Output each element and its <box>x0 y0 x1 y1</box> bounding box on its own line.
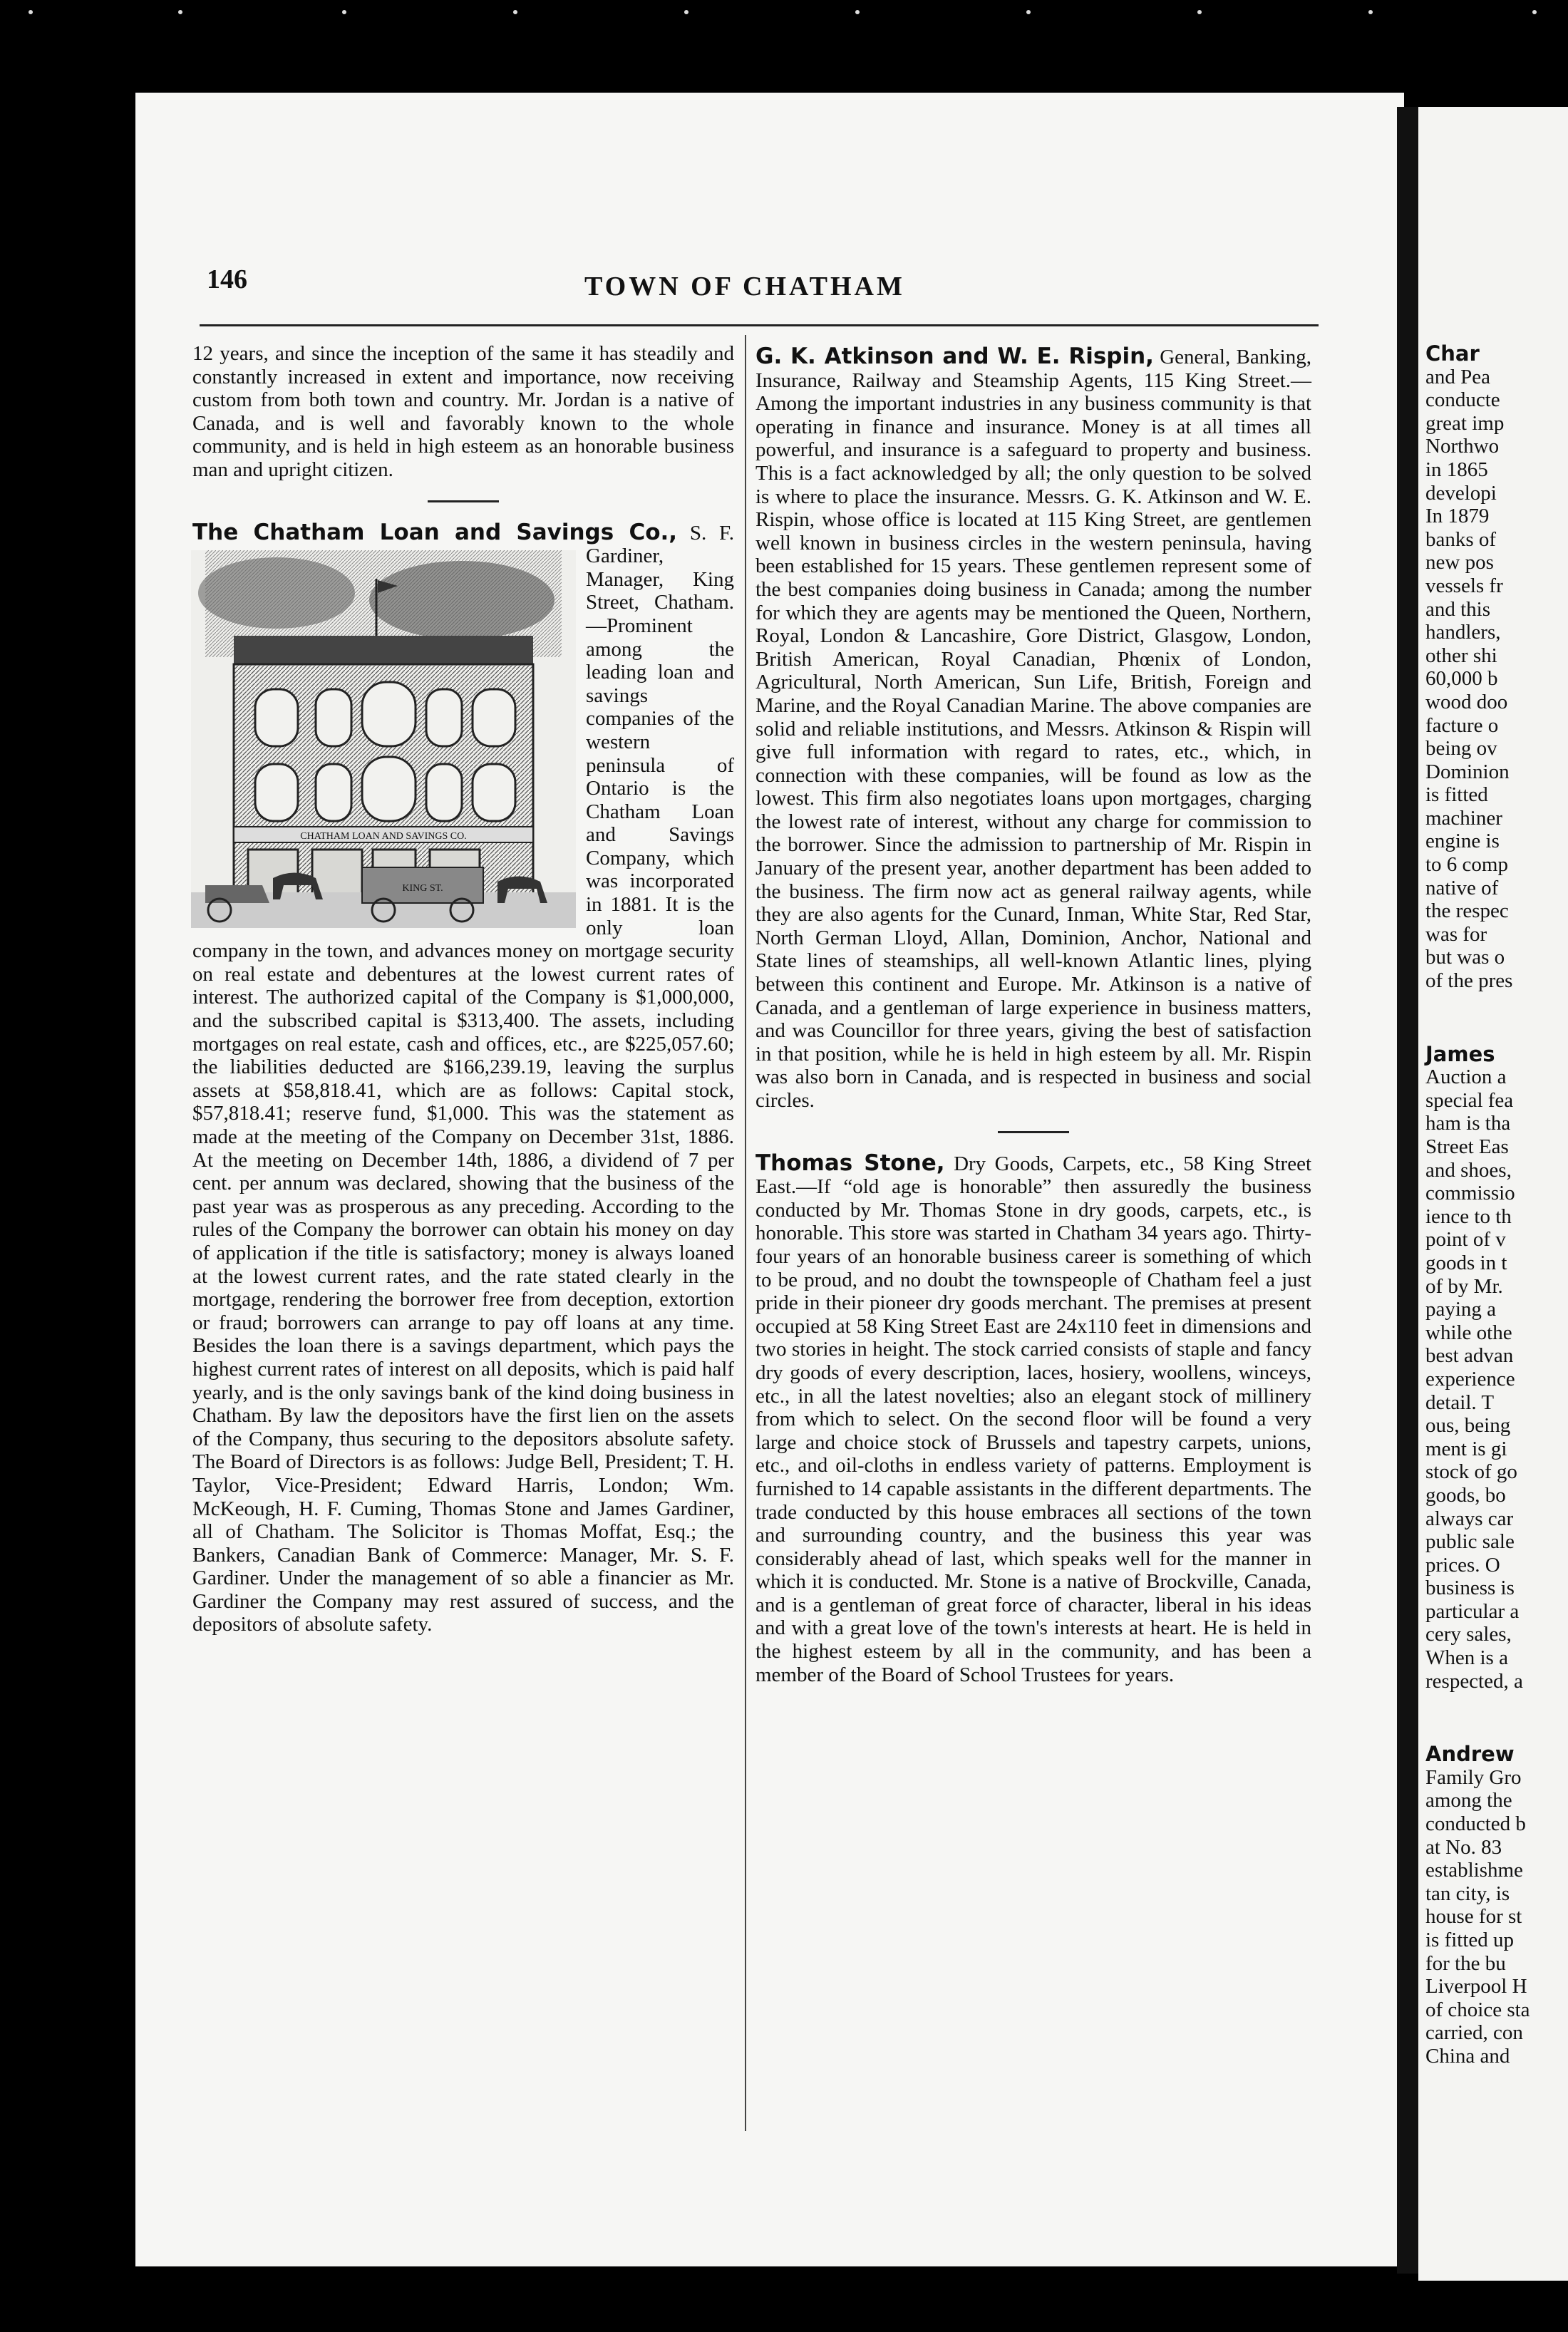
facing-line: and Pea <box>1425 365 1490 388</box>
facing-line: Northwo <box>1425 435 1500 458</box>
loan-company-body: S. F. Gardiner, Manager, King Street, Chatham.—Prominent among the leading loan and savings companies of the western peninsula of Ontario is the Chatham Loan and Savings Company, which was incorporated in 1881. It is the only loan company in the town, and advances money on mortgage security on real estate and debentures at the lowest current rates of interest. The authorized capital of the Company is $1,000,000, and the subscribed capital is $313,400. The assets, including mortgages on real estate, cash and offices, etc., are $225,057.60; the liabilities deducted are $166,239.19, leaving the surplus assets at $58,818.41, which are as follows: Capital stock, $57,818.41; reserve fund, $1,000. This was the statement as made at the meeting of the Company on December 31st, 1886. At the meeting on December 14th, 1886, a dividend of 7 per cent. per annum was declared, showing that the business of the past year was as prosperous as any preceding. According to the rules of the Company the borrower can obtain his money on day of application if the title is satisfactory; money is always loaned at the lowest current rates, and the rate stated clearly in the mortgage, rendering the borrower free from deception, extortion or fraud; borrowers can arrange to pay off loans at any time. Besides the loan there is a savings department, which pays the highest current rates of interest on all deposits, which is paid half yearly, and is the only savings bank of the kind doing business in Chatham. By law the depositors have the first lien on the assets of the Company, thus securing to the depositors absolute safety. The Board of Directors is as follows: Judge Bell, President; T. H. Taylor, Vice-President; Edward Harris, London; Wm. McKeough, H. F. Cuming, Thomas Stone and James Gardiner, all of Chatham. The Solicitor is Thomas Moffat, Esq.; the Bankers, Canadian Bank of Commerce: Manager, Mr. S. F. Gardiner. Under the management of so able a financier as Mr. Gardiner the Company may rest assured of success, and the depositors of absolute safety. <box>192 521 734 1636</box>
facing-line: special fea <box>1425 1088 1514 1112</box>
header-rule <box>200 324 1319 326</box>
atkinson-rispin-article <box>755 345 1311 1113</box>
facing-line: Liverpool H <box>1425 1975 1527 1998</box>
bank-building-engraving <box>191 550 576 928</box>
atkinson-rispin-body: General, Banking, Insurance, Railway and Steamship Agents, 115 King Street.—Among the important industries in any business community is that operating in finance and insurance. Money is at all times all powerful, and insurance is a safeguard to property and business. This is a fact acknowledged by all; the only question to be solved is where to place the insurance. Messrs. G. K. Atkinson and W. E. Rispin, whose office is located at 115 King Street, are gentlemen well known in business circles in the western peninsula, having been established for 15 years. These gentlemen represent some of the best companies doing business in Canada; among the number for which they are agents may be mentioned the Queen, Northern, Royal, London & Lancashire, Gore District, Glasgow, London, British American, Royal Canadian, Phœnix of London, Agricultural, North American, Sun Life, British, Foreign and Marine, and the Royal Canadian Marine. The above companies are solid and reliable institutions, and Messrs. Atkinson & Rispin will give full information with regard to rates, etc., which, in connection with these companies, will be found as low as the lowest. This firm also negotiates loans upon mortgages, charging the lowest rate of interest, without any charge for commission to the borrower. Since the admission to partnership of Mr. Rispin in January of the present year, another department has been added to the business. The firm now act as general railway agents, while they are also agents for the Cunard, Inman, White Star, Red Star, North German Lloyd, Allan, Dominion, Anchor, National and State lines of steamships, all well-known Atlantic lines, plying between this continent and Europe. Mr. Atkinson is a native of Canada, and a gentleman of large experience in business matters, and was Councillor for three years, giving the best of satisfaction in that position, while he is held in high esteem by all. Mr. Rispin was also born in Canada, and is respected in business and social circles. <box>755 346 1311 1112</box>
facing-line: great imp <box>1425 411 1505 435</box>
facing-line: When is a <box>1425 1646 1508 1670</box>
facing-line: point of v <box>1425 1228 1506 1252</box>
thomas-stone-body: Dry Goods, Carpets, etc., 58 King Street East.—If “old age is honorable” then assuredly the business conducted by Mr. Thomas Stone in dry goods, carpets, etc., is honorable. This store was started in Chatham 34 years ago. Thirty-four years of an honorable business career is something of which to be proud, and no doubt the townspeople of Chatham feel a just pride in their pioneer dry goods merchant. The premises at present occupied at 58 King Street East are 24x110 feet in dimensions and two stories in height. The stock carried consists of staple and fancy dry goods of every description, laces, hosiery, woollens, winceys, etc., in all the latest novelties; also an elegant stock of millinery from which to select. On the second floor will be found a very large and choice stock of Brussels and tapestry carpets, unions, etc., and oil-cloths in endless variety of patterns. Employment is furnished to 14 capable assistants in the different departments. The trade conducted by this house embraces all sections of the town and surrounding country, and the business this year was considerably ahead of last, which speaks well for the manner in which it is conducted. Mr. Stone is a native of Brockville, Canada, and is a gentleman of great force of character, liberal in his ideas and with a great love of the town's interests at heart. He is held in the highest esteem by all in the community, and has been a member of the Board of School Trustees for years. <box>755 1152 1312 1686</box>
facing-line: was for <box>1425 922 1487 946</box>
facing-line: always car <box>1425 1507 1514 1530</box>
facing-line: house for st <box>1425 1905 1522 1929</box>
facing-line: particular a <box>1425 1599 1520 1623</box>
facing-line: while othe <box>1425 1321 1512 1344</box>
right-column <box>755 345 1311 1686</box>
jordan-article-end: 12 years, and since the inception of the same it has steadily and constantly increased in extent and importance, now receiving custom from both town and country. Mr. Jordan is a native of Canada, and is well and favorably known to the whole community, and is held in high esteem as an honorable business man and upright citizen. <box>192 342 734 481</box>
article-separator <box>428 500 499 502</box>
facing-line: conducted b <box>1425 1812 1526 1836</box>
facing-line: Street Eas <box>1425 1135 1509 1158</box>
facing-line: banks of <box>1425 527 1497 551</box>
facing-line: for the bu <box>1425 1951 1506 1975</box>
facing-line: of choice sta <box>1425 1998 1530 2021</box>
thomas-stone-article <box>755 1152 1311 1687</box>
page-gutter <box>1397 107 1418 2274</box>
facing-page-text <box>1425 342 1568 2068</box>
facing-line: carried, con <box>1425 2021 1523 2045</box>
facing-line: vessels fr <box>1425 574 1503 597</box>
facing-line: at No. 83 <box>1425 1835 1502 1859</box>
facing-line: is fitted up <box>1425 1929 1515 1951</box>
facing-heading: Andrew <box>1425 1742 1515 1767</box>
thomas-stone-heading: Thomas Stone, <box>755 1150 945 1176</box>
running-head: TOWN OF CHATHAM <box>584 272 905 301</box>
facing-line: new pos <box>1425 551 1494 574</box>
facing-line: engine is <box>1425 830 1500 853</box>
facing-line: of the pres <box>1425 969 1513 993</box>
facing-line: public sale <box>1425 1530 1515 1554</box>
facing-line: machiner <box>1425 806 1502 830</box>
facing-line: ment is gi <box>1425 1437 1507 1460</box>
facing-line: ience to th <box>1425 1204 1512 1228</box>
facing-line: and shoes, <box>1425 1158 1512 1182</box>
facing-line: is fitted <box>1425 783 1488 807</box>
left-column <box>192 342 734 1636</box>
facing-line: in 1865 <box>1425 458 1488 481</box>
facing-line: ous, being <box>1425 1414 1511 1438</box>
facing-line: facture o <box>1425 713 1499 737</box>
street-sign-text: KING ST. <box>402 883 443 894</box>
facing-gap <box>1425 1693 1568 1743</box>
facing-line: among the <box>1425 1789 1512 1812</box>
column-rule <box>745 335 746 2131</box>
facing-line: and this <box>1425 597 1491 621</box>
facing-line: prices. O <box>1425 1553 1500 1577</box>
facing-line: Dominion <box>1425 760 1510 783</box>
facing-line: Family Gro <box>1425 1765 1522 1789</box>
article-separator <box>998 1131 1069 1133</box>
facing-line: establishme <box>1425 1859 1523 1882</box>
page-number: 146 <box>207 264 247 294</box>
facing-line: best advan <box>1425 1344 1514 1368</box>
facing-line: conducte <box>1425 388 1500 412</box>
facing-line: handlers, <box>1425 621 1501 644</box>
facing-line: tan city, is <box>1425 1882 1510 1905</box>
facing-line: paying a <box>1425 1298 1497 1321</box>
facing-line: the respec <box>1425 899 1509 923</box>
facing-line: 60,000 b <box>1425 667 1498 691</box>
facing-line: respected, a <box>1425 1669 1523 1693</box>
building-sign-text: CHATHAM LOAN AND SAVINGS CO. <box>300 831 467 842</box>
facing-gap <box>1425 993 1568 1043</box>
film-sprocket-holes <box>0 0 1568 29</box>
facing-line: experience <box>1425 1367 1515 1391</box>
facing-line: goods in t <box>1425 1251 1507 1274</box>
facing-line: being ov <box>1425 737 1497 760</box>
facing-line: stock of go <box>1425 1460 1517 1484</box>
facing-line: other shi <box>1425 644 1497 667</box>
facing-line: native of <box>1425 876 1499 899</box>
facing-line: China and <box>1425 2044 1510 2068</box>
facing-line: but was o <box>1425 946 1505 969</box>
atkinson-rispin-heading: G. K. Atkinson and W. E. Rispin, <box>755 344 1154 369</box>
loan-company-heading: The Chatham Loan and Savings Co., <box>192 519 678 545</box>
facing-line: developi <box>1425 481 1497 505</box>
facing-line: wood doo <box>1425 690 1508 713</box>
facing-line: ham is tha <box>1425 1112 1511 1135</box>
facing-line: In 1879 <box>1425 505 1490 528</box>
facing-line: goods, bo <box>1425 1483 1506 1507</box>
facing-line: Auction a <box>1425 1066 1507 1089</box>
loan-company-article <box>192 521 734 1637</box>
facing-line: business is <box>1425 1577 1515 1600</box>
facing-line: cery sales, <box>1425 1623 1512 1646</box>
facing-line: detail. T <box>1425 1391 1495 1414</box>
facing-heading: James <box>1425 1041 1495 1066</box>
facing-line: to 6 comp <box>1425 853 1508 877</box>
facing-line: of by Mr. <box>1425 1274 1503 1298</box>
facing-heading: Char <box>1425 341 1480 366</box>
facing-line: commissio <box>1425 1182 1515 1205</box>
